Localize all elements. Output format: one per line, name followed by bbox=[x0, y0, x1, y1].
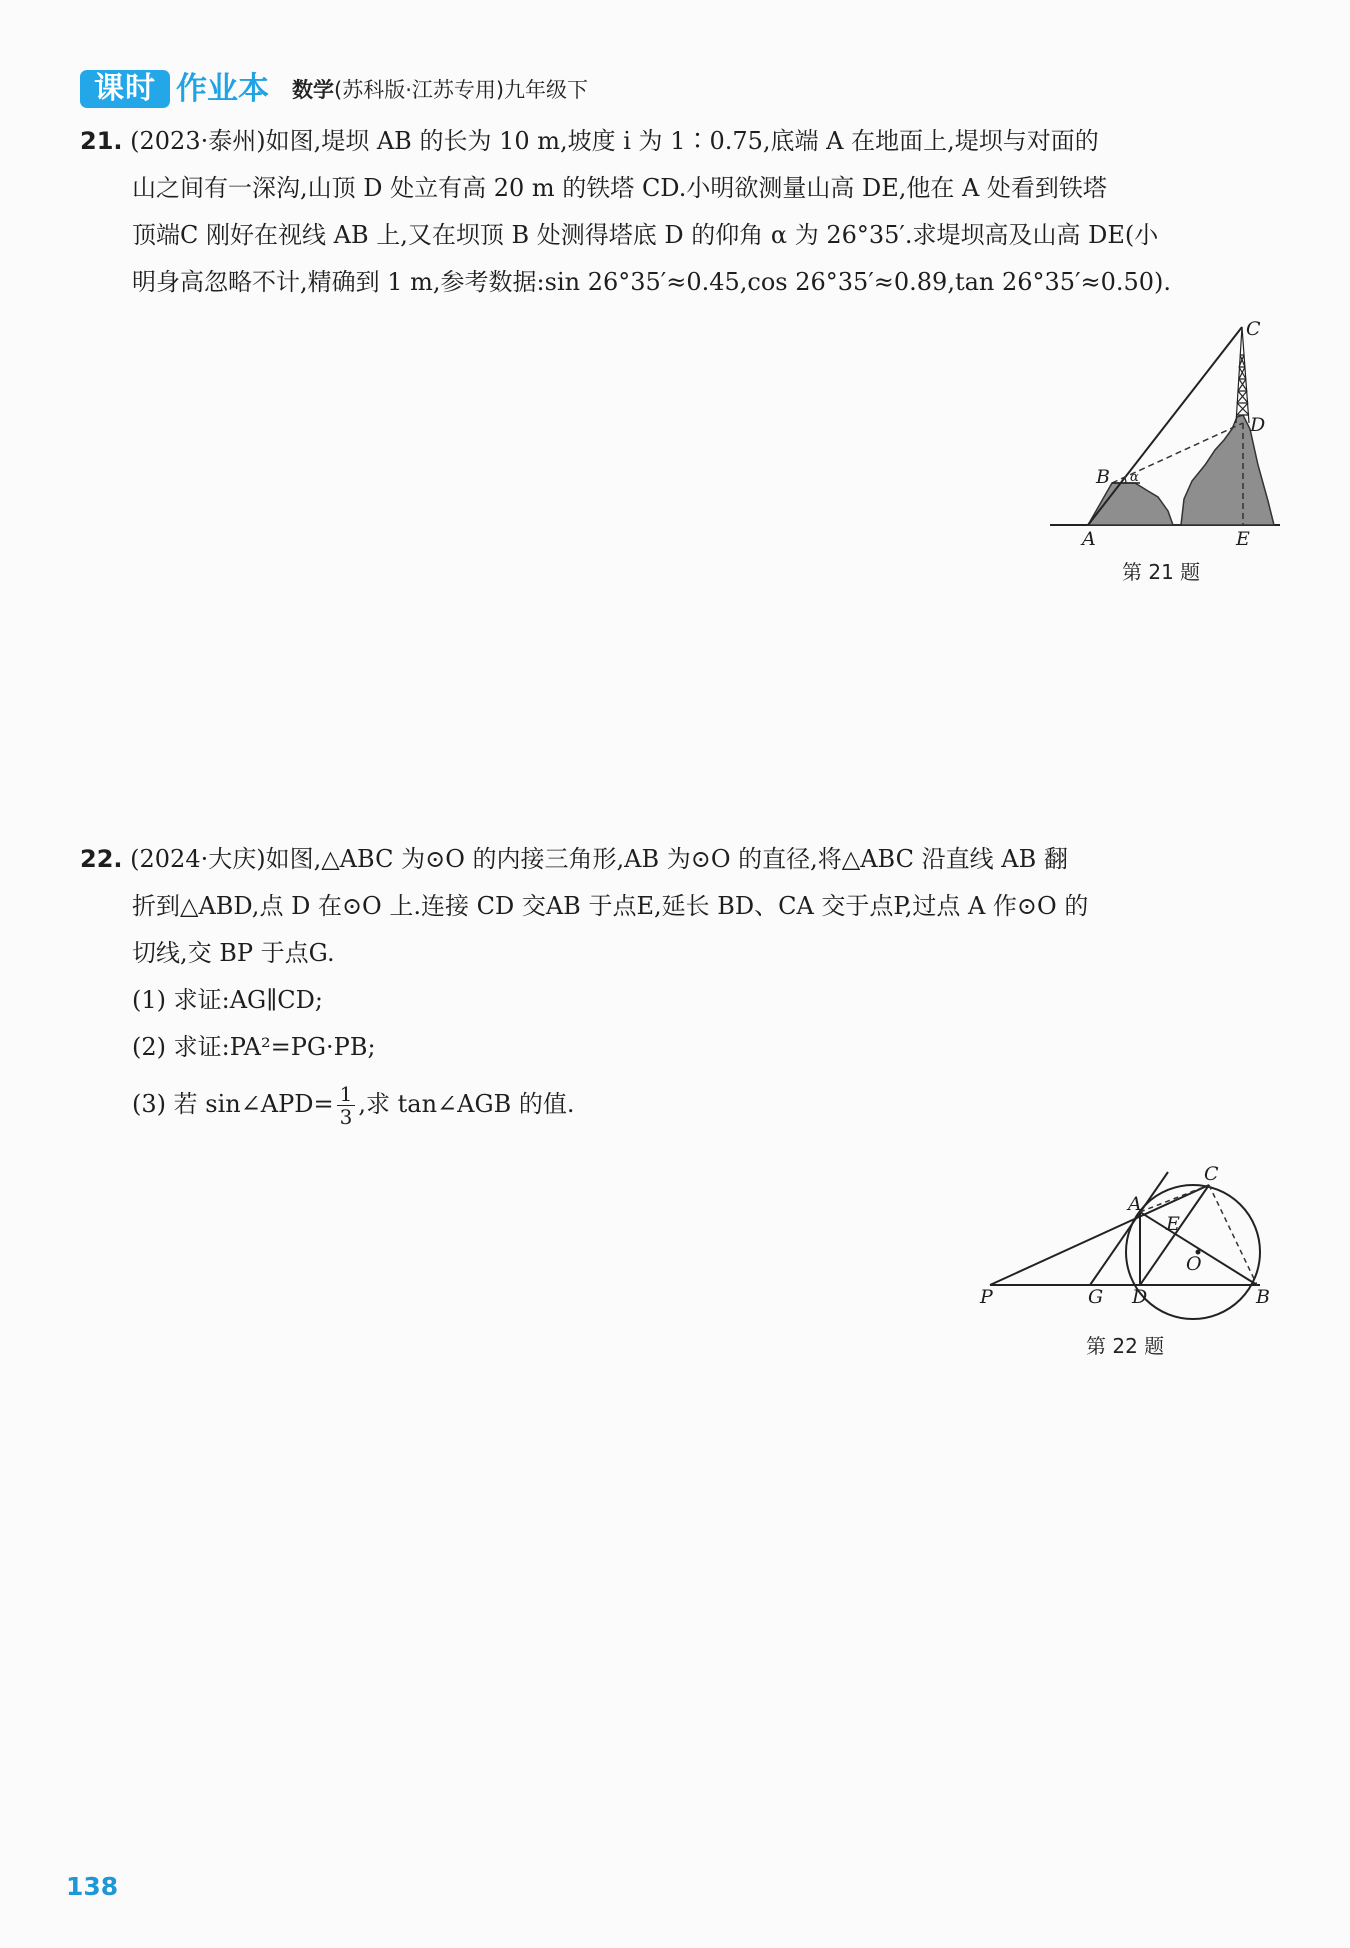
label-b: B bbox=[1096, 466, 1110, 488]
problem-21 bbox=[80, 118, 1275, 306]
brand-name: 作业本 bbox=[176, 71, 269, 107]
label-a: A bbox=[1128, 1193, 1142, 1215]
dam-and-mountain-shape bbox=[1088, 415, 1274, 525]
problem-22-part-3 bbox=[80, 1071, 1275, 1137]
book-logo: 课时 bbox=[80, 70, 170, 108]
fraction-denominator: 3 bbox=[339, 1105, 353, 1129]
label-p: P bbox=[980, 1286, 993, 1308]
figure-22 bbox=[970, 1160, 1280, 1320]
label-c: C bbox=[1204, 1163, 1219, 1185]
problem-22-line-3: 切线,交 BP 于点G. bbox=[132, 939, 335, 967]
book-subject bbox=[292, 74, 588, 106]
problem-22-number: 22. bbox=[80, 845, 123, 873]
label-a: A bbox=[1082, 528, 1096, 550]
problem-21-number: 21. bbox=[80, 127, 123, 155]
label-e: E bbox=[1166, 1213, 1180, 1235]
label-d: D bbox=[1132, 1286, 1148, 1308]
tower-cd bbox=[1236, 327, 1249, 423]
part-3-text-before: (3) 若 sin∠APD= bbox=[132, 1090, 334, 1118]
problem-21-line-2: 山之间有一深沟,山顶 D 处立有高 20 m 的铁塔 CD.小明欲测量山高 DE,他在 A 处看到铁塔 bbox=[132, 174, 1107, 202]
label-c: C bbox=[1246, 318, 1261, 340]
tangent-line-ag bbox=[1090, 1172, 1168, 1285]
page-number: 138 bbox=[66, 1872, 119, 1901]
problem-22-part-2: (2) 求证:PA²=PG·PB; bbox=[132, 1033, 376, 1061]
label-e: E bbox=[1236, 528, 1250, 550]
problem-21-line-4: 明身高忽略不计,精确到 1 m,参考数据:sin 26°35′≈0.45,cos 26°35′≈0.89,tan 26°35′≈0.50). bbox=[132, 268, 1172, 296]
fraction-numerator: 1 bbox=[337, 1083, 356, 1106]
label-alpha: α bbox=[1130, 470, 1139, 485]
problem-22-part-1: (1) 求证:AG∥CD; bbox=[132, 986, 323, 1014]
problem-22-line-1: (2024·大庆)如图,△ABC 为⊙O 的内接三角形,AB 为⊙O 的直径,将△ABC 沿直线 AB 翻 bbox=[130, 845, 1068, 873]
label-b: B bbox=[1256, 1286, 1270, 1308]
problem-21-line-3: 顶端C 刚好在视线 AB 上,又在坝顶 B 处测得塔底 D 的仰角 α 为 26°35′.求堤坝高及山高 DE(小 bbox=[132, 221, 1159, 249]
figure-21 bbox=[1050, 315, 1290, 555]
part-3-text-after: ,求 tan∠AGB 的值. bbox=[358, 1090, 575, 1118]
problem-22-line-2: 折到△ABD,点 D 在⊙O 上.连接 CD 交AB 于点E,延长 BD、CA 交于点P,过点 A 作⊙O 的 bbox=[132, 892, 1089, 920]
label-d: D bbox=[1250, 414, 1266, 436]
label-o: O bbox=[1186, 1253, 1202, 1275]
fraction-one-third bbox=[337, 1083, 356, 1128]
edition-info: (苏科版·江苏专用)九年级下 bbox=[334, 78, 589, 102]
figure-21-caption: 第 21 题 bbox=[1122, 560, 1201, 584]
figure-22-caption: 第 22 题 bbox=[1086, 1334, 1165, 1358]
problem-21-line-1: (2023·泰州)如图,堤坝 AB 的长为 10 m,坡度 i 为 1∶0.75,底端 A 在地面上,堤坝与对面的 bbox=[130, 127, 1099, 155]
problem-22 bbox=[80, 836, 1275, 1137]
subject-name: 数学 bbox=[292, 78, 334, 102]
label-g: G bbox=[1088, 1286, 1104, 1308]
